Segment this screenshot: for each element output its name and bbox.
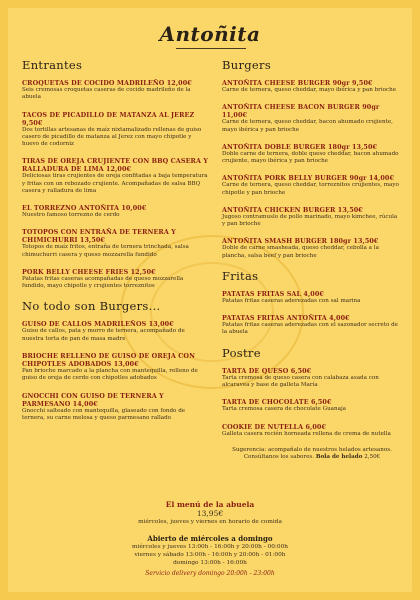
menu-item-name: ANTOÑITA CHICKEN BURGER 13,50€	[222, 205, 363, 214]
menu-item-name: TIRAS DE OREJA CRUJIENTE CON BBQ CASERA Y RALLADURA DE LIMA 12,00€	[22, 157, 208, 174]
entrantes-list	[22, 79, 208, 290]
footer	[0, 500, 420, 577]
menu-item-description: Patatas fritas caseras aderezadas con sal marina	[222, 297, 361, 304]
menu-item	[22, 320, 208, 343]
menu-item-name: TARTA DE QUESO 6,50€	[222, 366, 312, 375]
menu-item	[222, 290, 402, 305]
menu-item	[222, 206, 402, 229]
menu-item-name: COOKIE DE NUTELLA 6,00€	[222, 422, 327, 431]
suggestion-price: 2,50€	[364, 454, 381, 461]
menu-item	[222, 103, 402, 134]
menu-item-name: BRIOCHE RELLENO DE GUISO DE OREJA CON CHIPOTLES ADOBADOS 13,00€	[22, 351, 196, 368]
hours-line-1: miércoles y jueves 13:00h - 16:00h y 20:00h - 00:00h	[132, 544, 288, 551]
right-column	[222, 58, 402, 462]
menu-item	[222, 367, 402, 390]
menu-item-description: Carne de ternera, queso cheddar, bacon ahumado crujiente, mayo ibérica y pan brioche	[222, 119, 393, 133]
menu-item-name: EL TORREZNO ANTOÑITA 10,00€	[22, 204, 147, 213]
section-title-no-burgers: No todo son Burgers...	[22, 299, 161, 314]
menu-item	[222, 423, 402, 438]
brand-logo: Antoñita	[159, 22, 261, 46]
menu-item	[22, 204, 208, 219]
menu-item-description: Galleta casera recién horneada rellena de crema de nutella	[222, 430, 391, 437]
menu-item	[222, 174, 402, 197]
left-column	[22, 58, 208, 431]
menu-item-description: Totopos de maíz fritos, entraña de ternera trinchada, salsa chimuchurri casera y queso mozzarella fundido	[22, 244, 189, 258]
postre-list	[222, 367, 402, 438]
section-title-entrantes: Entrantes	[22, 58, 83, 72]
no-burgers-list	[22, 320, 208, 422]
menu-item	[22, 228, 208, 259]
menu-item	[22, 157, 208, 195]
menu-item-name: PATATAS FRITAS ANTOÑITA 4,00€	[222, 314, 350, 323]
opening-title: Abierto de miércoles a domingo	[147, 534, 273, 544]
menu-item-name: ANTOÑITA DOBLE BURGER 180gr 13,50€	[222, 142, 378, 151]
menu-item-name: GNOCCHI CON GUISO DE TERNERA Y PARMESANO 14,00€	[22, 391, 164, 408]
menu-item-description: Doble carne de ternera, doble queso cheddar, bacon ahumado crujiente, mayo ibérica y pan brioche	[222, 150, 399, 165]
menu-item-description: Patatas fritas caseras aderezadas con el sazonador secreto de la abuela	[222, 322, 398, 336]
menu-item	[22, 352, 208, 383]
menu-item-description: Nuestro famoso torrezno de cerdo	[22, 212, 120, 219]
menu-item-description: Pan brioche marcado a la plancha con mantequilla, relleno de guiso de oreja de cerdo con chipotles adobados	[22, 367, 198, 382]
menu-item-description: Patatas fritas caseras acompañadas de queso mozzarella fundido, mayo chipotle y crujientes torreznitos	[22, 275, 184, 290]
section-title-fritas: Fritas	[222, 268, 259, 283]
hours-line-3: domingo 13:00h - 16:00h	[173, 560, 247, 567]
menu-item	[222, 398, 402, 413]
menu-item-description: Seis cremosas croquetas caseras de cocido madrileño de la abuela	[22, 87, 191, 101]
menu-item-name: TARTA DE CHOCOLATE 6,50€	[222, 398, 332, 407]
section-title-postre: Postre	[222, 345, 261, 360]
menu-item	[222, 79, 402, 94]
menu-item	[222, 237, 402, 260]
menu-item-name: CROQUETAS DE COCIDO MADRILEÑO 12,00€	[22, 79, 192, 87]
menu-item	[222, 314, 402, 337]
logo-underline	[176, 48, 246, 49]
menu-item-description: Carne de ternera, queso cheddar, torreznitos crujientes, mayo chipotle y pan brioche	[222, 182, 399, 196]
menu-item-name: TACOS DE PICADILLO DE MATANZA AL JEREZ 9,50€	[22, 110, 195, 127]
menu-item-description: Tarta cremosa de queso casera con calabaza asada con alcaravea y base de galleta María	[222, 374, 379, 388]
delivery-note: Servicio delivery domingo 20:00h - 23:00h	[145, 570, 275, 578]
menu-item	[22, 111, 208, 149]
menu-item-name: ANTOÑITA PORK BELLY BURGER 90gr 14,00€	[222, 174, 395, 183]
menu-item-description: Jugoso contramuslo de pollo marinado, mayo kimchee, rúcula y pan brioche	[222, 213, 398, 228]
fritas-list	[222, 290, 402, 337]
menu-item-name: GUISO DE CALLOS MADRILEÑOS 13,00€	[22, 320, 174, 329]
menu-item-description: Tarta cremosa casera de chocolate Guanaja	[222, 406, 347, 413]
menu-abuela-title: El menú de la abuela	[165, 500, 255, 509]
menu-item-description: Guiso de callos, pata y morro de ternera, acompañado de nuestra torta de pan de masa madre	[22, 328, 185, 342]
menu-item-description: Gnocchi salteado con mantequilla, glaseado con fondo de ternera, su carne melosa y queso parmesano rallado	[22, 407, 186, 421]
menu-item-name: PORK BELLY CHEESE FRIES 12,50€	[22, 267, 156, 276]
menu-item-name: TOTOPOS CON ENTRAÑA DE TERNERA Y CHIMICHURRI 13,50€	[22, 228, 176, 245]
suggestion-note	[222, 447, 402, 462]
menu-item-name: ANTOÑITA CHEESE BURGER 90gr 9,50€	[222, 79, 373, 87]
menu-item	[22, 79, 208, 102]
suggestion-text: Sugerencia: acompañalo de nuestros helados artesanos. Consúltanos los sabores.	[232, 446, 392, 461]
menu-item-description: Carne de ternera, queso cheddar, mayo ibérica y pan brioche	[222, 87, 397, 93]
suggestion-bold: Bola de helado	[315, 454, 363, 461]
menu-item-description: Deliciosas tiras crujientes de oreja confitadas a baja temperatura y fritas con un rebozado crujiente. Acompañadas de salsa BBQ casera y ralladura de lima	[22, 173, 208, 194]
menu-item-name: ANTOÑITA CHEESE BACON BURGER 90gr 11,00€	[222, 103, 380, 120]
hours-line-2: viernes y sábado 13:00h - 16:00h y 20:00h - 01:00h	[134, 552, 286, 559]
menu-item-name: PATATAS FRITAS SAL 4,00€	[222, 289, 324, 298]
menu-item	[222, 143, 402, 166]
menu-abuela-days: miércoles, jueves y viernes en horario de comida	[138, 519, 282, 525]
menu-item	[22, 268, 208, 291]
menu-item	[22, 392, 208, 423]
menu-abuela-price: 13,95€	[196, 509, 224, 518]
menu-item-description: Doble de carne smasheada, queso cheddar, cebolla a la plancha, salsa beef y pan brioche	[222, 245, 379, 259]
burgers-list	[222, 79, 402, 260]
menu-item-name: ANTOÑITA SMASH BURGER 180gr 13,50€	[222, 237, 379, 246]
section-title-burgers: Burgers	[222, 58, 272, 72]
menu-item-description: Dos tortillas artesanas de maíz nixtamalizado rellenas de guiso casero de picadillo de matanza al Jerez con mayo chipotle y huevo de codorniz	[22, 126, 202, 148]
